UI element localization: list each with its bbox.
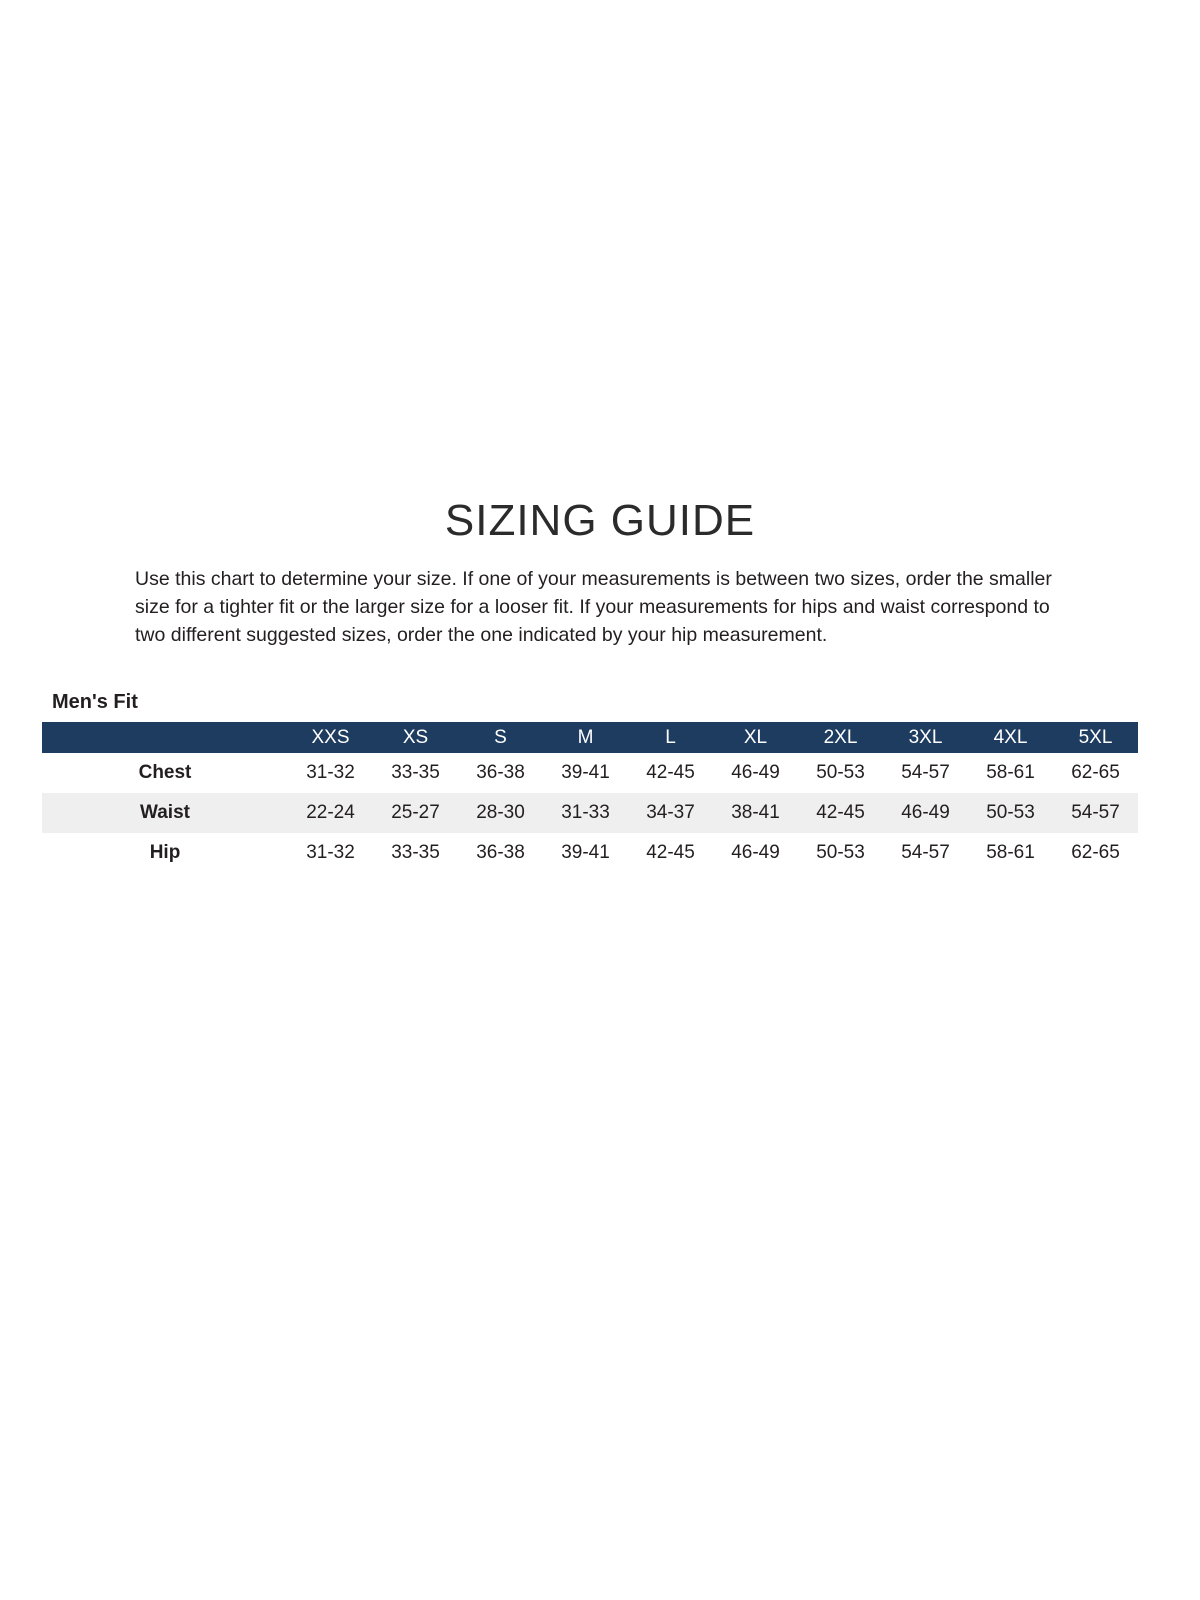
size-cell: 34-37 [646, 802, 695, 823]
table-row [42, 753, 1138, 793]
size-cell: 54-57 [1071, 802, 1120, 823]
intro-paragraph: Use this chart to determine your size. If one of your measurements is between two sizes, order the smaller size for a tighter fit or the larger size for a looser fit. If your measurements for hips and waist correspond to two different suggested sizes, order the one indicated by your hip measurement. [135, 567, 1052, 646]
column-header: 2XL [823, 726, 858, 748]
size-table-header-row [42, 722, 1138, 753]
row-label: Hip [149, 842, 181, 863]
size-cell: 39-41 [561, 762, 610, 783]
size-cell: 50-53 [816, 762, 865, 783]
size-cell: 54-57 [901, 762, 950, 783]
table-row [42, 793, 1138, 833]
column-header: 5XL [1078, 726, 1113, 748]
size-cell: 39-41 [561, 842, 610, 863]
section-label-mens-fit: Men's Fit [52, 691, 138, 713]
row-label: Chest [138, 762, 192, 783]
size-cell: 28-30 [476, 802, 525, 823]
size-cell: 46-49 [901, 802, 950, 823]
column-header: XL [743, 726, 768, 748]
size-cell: 42-45 [646, 762, 695, 783]
column-header: 3XL [908, 726, 943, 748]
size-cell: 58-61 [986, 762, 1035, 783]
size-cell: 50-53 [816, 842, 865, 863]
size-cell: 31-32 [306, 842, 355, 863]
size-table [42, 722, 1138, 873]
size-cell: 46-49 [731, 762, 780, 783]
column-header: S [494, 726, 507, 748]
size-cell: 54-57 [901, 842, 950, 863]
size-table-head [42, 722, 1138, 753]
row-label: Waist [140, 802, 190, 823]
size-cell: 62-65 [1071, 842, 1120, 863]
size-cell: 46-49 [731, 842, 780, 863]
size-cell: 31-33 [561, 802, 610, 823]
size-table-body [42, 753, 1138, 873]
size-cell: 33-35 [391, 842, 440, 863]
column-header: L [665, 726, 676, 748]
column-header: XS [402, 726, 429, 748]
column-header: XXS [311, 726, 350, 748]
size-cell: 42-45 [816, 802, 865, 823]
page-title: SIZING GUIDE [444, 496, 756, 546]
size-cell: 38-41 [731, 802, 780, 823]
size-cell: 58-61 [986, 842, 1035, 863]
size-cell: 36-38 [476, 842, 525, 863]
size-cell: 25-27 [391, 802, 440, 823]
size-cell: 31-32 [306, 762, 355, 783]
size-cell: 33-35 [391, 762, 440, 783]
size-cell: 22-24 [306, 802, 355, 823]
size-cell: 50-53 [986, 802, 1035, 823]
size-cell: 42-45 [646, 842, 695, 863]
column-header: M [577, 726, 594, 748]
table-row [42, 833, 1138, 873]
column-header: 4XL [993, 726, 1028, 748]
size-cell: 62-65 [1071, 762, 1120, 783]
corner-cell [42, 722, 288, 753]
size-cell: 36-38 [476, 762, 525, 783]
